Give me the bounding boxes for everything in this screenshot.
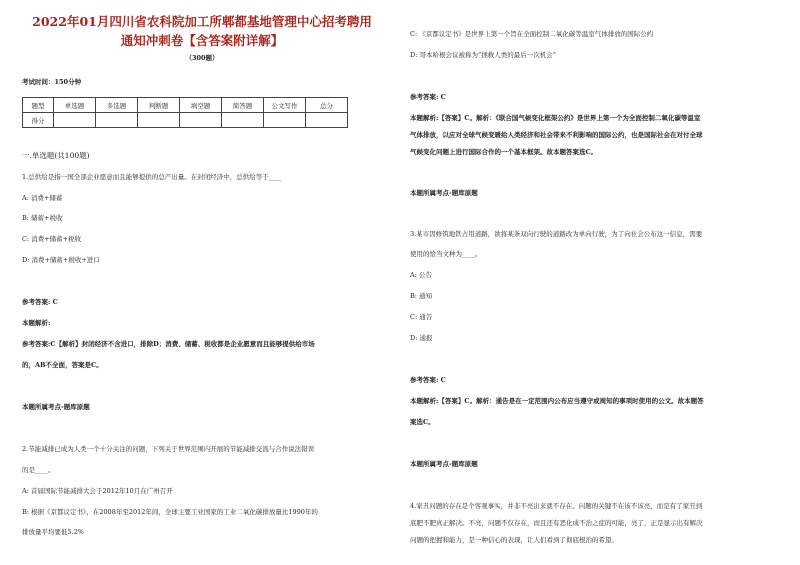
score-table-header: 总分 — [306, 98, 348, 113]
question-2-option-a: A: 首届国际节能减排大会于2012年10月在广州召开 — [22, 487, 173, 495]
question-1-stem: 1.总供给是指一国全部企业愿意而且能够提供的总产出量。在封闭经济中，总供给等于____ — [22, 173, 282, 181]
question-2-analysis: 气体排放，以应对全球气候变暖给人类经济和社会带来不利影响的国际公约，也是国际社会在对付全球 — [410, 131, 703, 139]
score-cell — [306, 113, 348, 128]
question-1-option-d: D: 消费+储蓄+税收+进口 — [22, 256, 100, 264]
document-title: 2022年01月四川省农科院加工所郫都基地管理中心招考聘用 通知冲刺卷【含答案附详解】 — [32, 14, 372, 48]
question-1-option-c: C: 消费+储蓄+税收 — [22, 235, 82, 243]
score-table-header: 公文写作 — [264, 98, 306, 113]
score-table-header: 题型 — [23, 98, 54, 113]
question-2-stem: 的是____。 — [22, 466, 55, 474]
question-3-option-b: B: 通知 — [410, 292, 433, 300]
question-1-option-b: B: 储蓄+税收 — [22, 214, 63, 222]
question-2-topic: 本题所属考点-题库原题 — [410, 189, 478, 197]
question-3-option-d: D: 通报 — [410, 334, 433, 342]
question-4-stem: 底肥不肥真正解决。不亮，问题不仅存在，而且还有恶化成不治之症的可能，亮了，正是显示出有解决 — [410, 519, 703, 527]
score-table-header: 填空题 — [180, 98, 222, 113]
score-cell — [138, 113, 180, 128]
question-3-stem: 3.某市因修筑地铁占用道路，欲将某条双向行驶的道路改为单向行驶，为了向社会公布这一信息，需要 — [410, 230, 703, 238]
score-cell — [96, 113, 138, 128]
score-table-header: 多选题 — [96, 98, 138, 113]
question-3-analysis: 案选C。 — [410, 418, 435, 426]
score-cell — [54, 113, 96, 128]
question-2-analysis: 气候变化问题上进行国际合作的一个基本框架。故本题答案选C。 — [410, 148, 598, 156]
question-2-option-c: C: 《京都议定书》是世界上第一个旨在全面控制二氧化碳等温室气体排放的国际公约 — [410, 30, 654, 38]
score-table — [22, 97, 348, 128]
question-2-stem: 2.节能减排已成为人类一个十分关注的问题，下列关于世界范围内开展的节能减排交流与合作说法错误 — [22, 445, 315, 453]
question-1-topic: 本题所属考点-题库原题 — [22, 403, 90, 411]
question-1-analysis: 的，AB不全面，答案是C。 — [22, 361, 103, 369]
score-cell — [180, 113, 222, 128]
score-cell — [222, 113, 264, 128]
question-4-stem: 4.家丑问题的存在是个客观事实，并非不亮出来就不存在。问题的关键不在该不该亮，而是有了家丑到 — [410, 502, 703, 510]
question-2-option-b: B: 根据《京都议定书》，在2008年至2012年间，全球主要工业国家的工业二氧化碳排放量比1990年的 — [22, 508, 318, 516]
question-1-option-a: A: 消费+储蓄 — [22, 194, 63, 202]
question-4-stem: 问题的把握和能力，是一种信心的表现，让人们看到了彻底根治的希望。 — [410, 536, 618, 544]
question-1-analysis-label: 本题解析: — [22, 319, 51, 327]
question-1-answer: 参考答案: C — [22, 298, 58, 306]
score-table-header: 简答题 — [222, 98, 264, 113]
score-table-header: 判断题 — [138, 98, 180, 113]
score-cell — [264, 113, 306, 128]
score-row-label: 得分 — [23, 113, 54, 128]
exam-time: 考试时间：150分钟 — [22, 78, 82, 86]
question-3-stem: 使用的恰当文种为____。 — [410, 250, 482, 258]
question-2-answer: 参考答案: C — [410, 93, 446, 101]
score-table-header-row — [23, 98, 348, 113]
score-table-header: 单选题 — [54, 98, 96, 113]
question-2-analysis: 本题解析:【答案】C。解析：《联合国气候变化框架公约》是世界上第一个为全面控制二氧化碳等温室 — [410, 114, 701, 122]
score-table-row — [23, 113, 348, 128]
question-2-option-d: D: 哥本哈根会议被称为“拯救人类的最后一次机会” — [410, 51, 557, 59]
section-title: 一.单选题(共100题) — [22, 151, 90, 160]
question-3-topic: 本题所属考点-题库原题 — [410, 460, 478, 468]
score-total: （300题） — [185, 54, 219, 62]
question-3-option-c: C: 通告 — [410, 313, 433, 321]
question-3-option-a: A: 公告 — [410, 271, 432, 279]
question-2-option-b: 排放量平均要低5.2% — [22, 528, 85, 536]
question-1-analysis: 参考答案:C【解析】封闭经济不含进口，排除D；消费、储蓄、税收都是企业愿意而且能够提供给市场 — [22, 340, 315, 348]
question-3-answer: 参考答案: C — [410, 376, 446, 384]
question-3-analysis: 本题解析:【答案】C。解析：通告是在一定范围内公布应当遵守或周知的事项时使用的公文。故本题答 — [410, 397, 704, 405]
